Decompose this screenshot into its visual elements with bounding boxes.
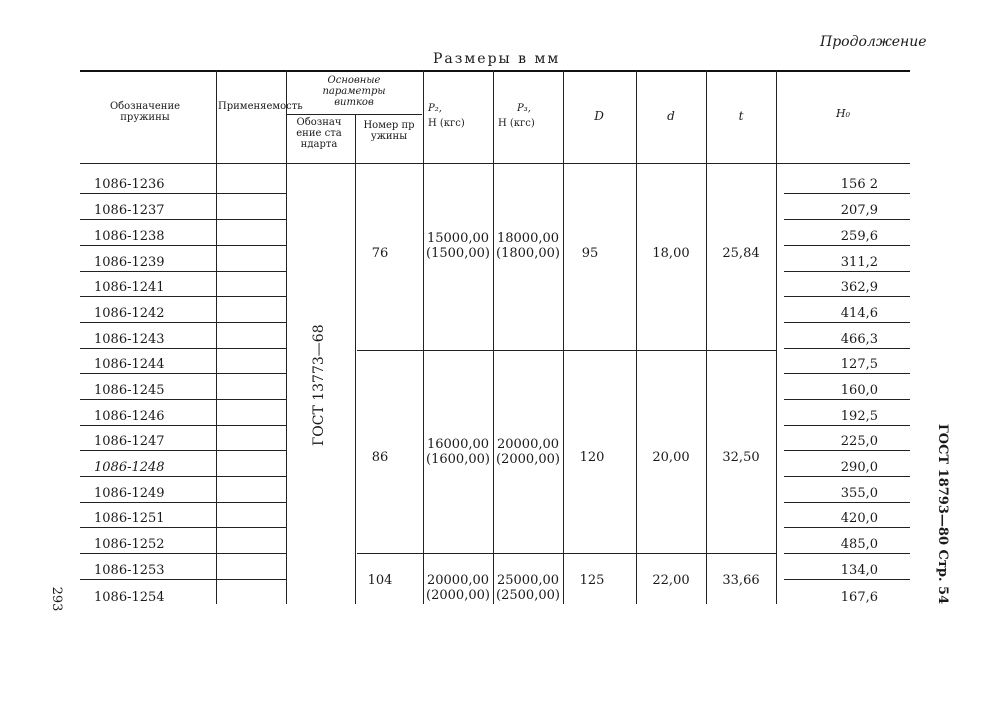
group-t: 25,84 <box>722 246 760 261</box>
row-h0: 414,6 <box>840 306 878 321</box>
header-standard-designation: Обозначение стандарта <box>296 117 342 150</box>
row-designation: 1086-1252 <box>94 537 165 552</box>
row-designation: 1086-1238 <box>94 229 165 244</box>
row-divider <box>784 579 910 580</box>
row-designation: 1086-1247 <box>94 434 165 449</box>
row-designation: 1086-1253 <box>94 563 165 578</box>
row-designation: 1086-1244 <box>94 357 165 372</box>
row-h0: 420,0 <box>840 511 878 526</box>
row-h0: 127,5 <box>840 357 878 372</box>
row-designation: 1086-1243 <box>94 332 165 347</box>
header-D: D <box>594 109 604 123</box>
group-spring-number: 104 <box>367 573 393 588</box>
group-D: 125 <box>579 573 605 588</box>
group-p3-kgf: (2000,00) <box>496 452 560 467</box>
row-h0: 466,3 <box>840 332 878 347</box>
group-p2: 16000,00 <box>426 437 490 452</box>
row-divider <box>216 476 286 477</box>
row-divider <box>784 502 910 503</box>
page-number: 293 <box>49 586 64 612</box>
group-p2: 20000,00 <box>426 573 490 588</box>
row-divider <box>80 476 216 477</box>
col-rule-3 <box>355 114 356 604</box>
row-h0: 207,9 <box>840 203 878 218</box>
col-rule-9 <box>776 70 777 604</box>
row-divider <box>80 527 216 528</box>
group-p3: 25000,00 <box>496 573 560 588</box>
row-divider <box>80 553 216 554</box>
group-p3-kgf: (2500,00) <box>496 588 560 603</box>
group-p2-kgf: (1500,00) <box>426 246 490 261</box>
row-divider <box>784 373 910 374</box>
group-spring-number: 76 <box>371 246 389 261</box>
row-divider <box>216 193 286 194</box>
header-spring-number: Номер пружины <box>363 120 415 142</box>
row-divider <box>784 348 910 349</box>
group-d: 22,00 <box>652 573 690 588</box>
group-d: 18,00 <box>652 246 690 261</box>
table-top-rule <box>80 70 910 72</box>
row-divider <box>80 271 216 272</box>
row-divider <box>80 425 216 426</box>
col-rule-1 <box>216 70 217 604</box>
row-divider <box>80 502 216 503</box>
row-divider <box>216 245 286 246</box>
row-divider <box>784 425 910 426</box>
row-divider <box>216 527 286 528</box>
row-h0: 167,6 <box>840 590 878 605</box>
row-h0: 290,0 <box>840 460 878 475</box>
row-divider <box>216 425 286 426</box>
group-D: 120 <box>579 450 605 465</box>
header-H0: H₀ <box>835 107 850 120</box>
row-h0: 192,5 <box>840 409 878 424</box>
row-divider <box>80 322 216 323</box>
row-divider <box>784 271 910 272</box>
group-p2-kgf: (1600,00) <box>426 452 490 467</box>
header-main-params: Основные параметры витков <box>322 75 386 108</box>
row-designation: 1086-1242 <box>94 306 165 321</box>
row-h0: 225,0 <box>840 434 878 449</box>
row-divider <box>216 502 286 503</box>
row-designation: 1086-1237 <box>94 203 165 218</box>
row-divider <box>216 219 286 220</box>
row-divider <box>784 219 910 220</box>
row-divider <box>80 450 216 451</box>
row-divider <box>80 296 216 297</box>
row-divider <box>784 193 910 194</box>
group-D: 95 <box>581 246 599 261</box>
col-rule-4 <box>423 70 424 604</box>
col-rule-5 <box>493 70 494 604</box>
row-divider <box>784 296 910 297</box>
row-h0: 156 2 <box>840 177 878 192</box>
row-h0: 160,0 <box>840 383 878 398</box>
row-h0: 362,9 <box>840 280 878 295</box>
group-p2-kgf: (2000,00) <box>426 588 490 603</box>
row-h0: 134,0 <box>840 563 878 578</box>
header-p2-symbol: P₂, <box>428 103 442 114</box>
row-divider <box>80 219 216 220</box>
row-h0: 485,0 <box>840 537 878 552</box>
row-divider <box>216 450 286 451</box>
row-h0: 355,0 <box>840 486 878 501</box>
row-divider <box>784 245 910 246</box>
row-divider <box>80 399 216 400</box>
side-running-head: ГОСТ 18793—80 Стр. 54 <box>935 423 950 605</box>
row-divider <box>216 322 286 323</box>
row-divider <box>216 553 286 554</box>
row-designation: 1086-1246 <box>94 409 165 424</box>
row-divider <box>784 322 910 323</box>
row-divider <box>80 348 216 349</box>
group-p3: 20000,00 <box>496 437 560 452</box>
row-divider <box>216 399 286 400</box>
row-designation: 1086-1254 <box>94 590 165 605</box>
standard-designation: ГОСТ 13773—68 <box>311 324 327 446</box>
row-divider <box>784 399 910 400</box>
group-p3-kgf: (1800,00) <box>496 246 560 261</box>
header-bottom-rule <box>80 163 910 164</box>
row-divider <box>80 579 216 580</box>
group-p2: 15000,00 <box>426 231 490 246</box>
row-h0: 311,2 <box>840 255 878 270</box>
row-h0: 259,6 <box>840 229 878 244</box>
row-designation: 1086-1249 <box>94 486 165 501</box>
group-d: 20,00 <box>652 450 690 465</box>
header-application: Применяемость <box>218 101 303 112</box>
row-divider <box>80 373 216 374</box>
header-p3-symbol: P₃, <box>517 103 531 114</box>
col-rule-7 <box>636 70 637 604</box>
group-divider <box>357 553 776 554</box>
row-divider <box>784 553 910 554</box>
row-designation: 1086-1245 <box>94 383 165 398</box>
row-designation: 1086-1248 <box>94 460 165 475</box>
row-divider <box>784 450 910 451</box>
group-p3: 18000,00 <box>496 231 560 246</box>
col-rule-2 <box>286 70 287 604</box>
row-divider <box>80 245 216 246</box>
row-divider <box>216 373 286 374</box>
row-divider <box>784 476 910 477</box>
row-designation: 1086-1251 <box>94 511 165 526</box>
table-caption: Размеры в мм <box>433 51 561 67</box>
row-divider <box>216 579 286 580</box>
row-divider <box>216 348 286 349</box>
header-t: t <box>738 109 744 123</box>
row-designation: 1086-1239 <box>94 255 165 270</box>
group-divider <box>357 350 776 351</box>
row-divider <box>80 193 216 194</box>
group-t: 33,66 <box>722 573 760 588</box>
header-p2-unit: Н (кгс) <box>428 118 465 129</box>
row-divider <box>216 271 286 272</box>
row-designation: 1086-1236 <box>94 177 165 192</box>
header-p3-unit: Н (кгс) <box>498 118 535 129</box>
row-divider <box>216 296 286 297</box>
header-spring-designation: Обозначение пружины <box>109 101 181 123</box>
group-t: 32,50 <box>722 450 760 465</box>
continuation-label: Продолжение <box>820 34 927 50</box>
row-divider <box>784 527 910 528</box>
col-rule-8 <box>706 70 707 604</box>
group-spring-number: 86 <box>371 450 389 465</box>
row-designation: 1086-1241 <box>94 280 165 295</box>
header-d: d <box>667 109 675 123</box>
col-rule-6 <box>563 70 564 604</box>
